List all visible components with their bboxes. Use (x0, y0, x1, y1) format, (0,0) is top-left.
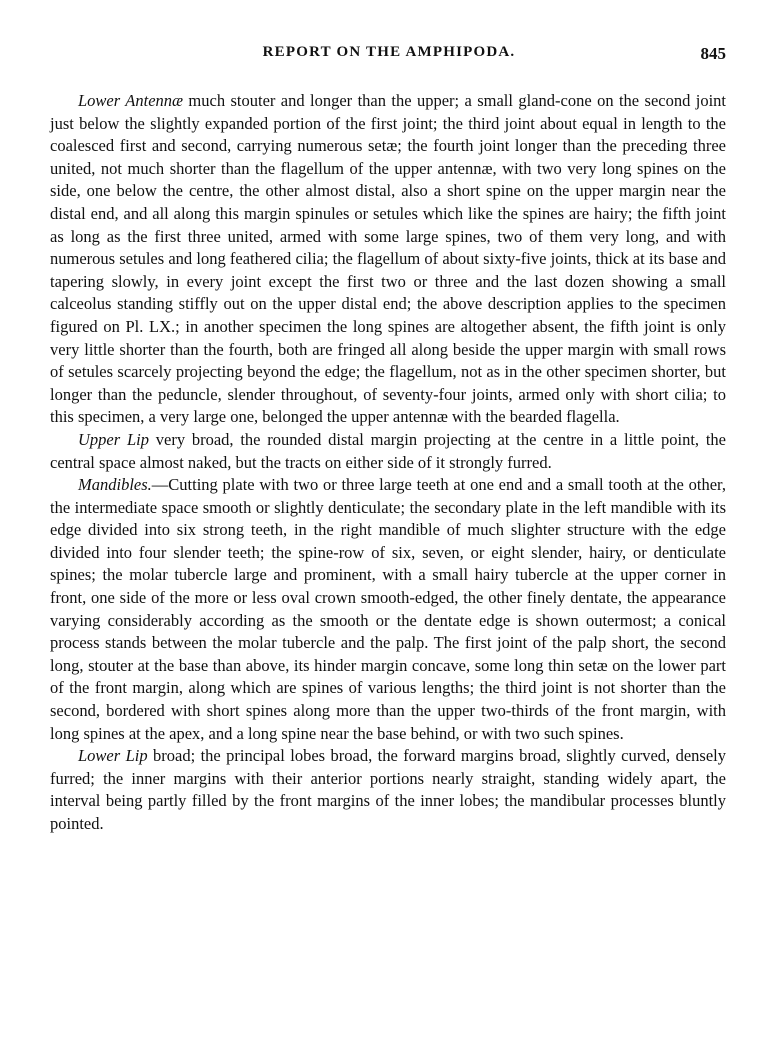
term-upper-lip: Upper Lip (78, 429, 149, 449)
body-text (50, 90, 726, 836)
paragraph-upper-lip (50, 429, 726, 474)
text-mandibles: —Cutting plate with two or three large teeth at one end and a small tooth at the other, the intermediate space smooth or slightly denticulate; the secondary plate in the left mandible with its edge divided into six strong teeth, in the right mandible of much slighter structure with the edge divided into four slender teeth; the spine-row of six, seven, or eight slender, hairy, or denticulate spines; the molar tubercle large and prominent, with a small hairy tubercle at the upper corner in front, one side of the more or less oval crown smooth-edged, the other finely dentate, the appearance varying considerably according as the smooth or the dentate edge is shown outermost; a conical process stands between the molar tubercle and the palp. The first joint of the palp short, the second long, stouter at the base than above, its hinder margin concave, some long thin setæ on the lower part of the front margin, along which are spines of various lengths; the third joint is not shorter than the second, bordered with short spines along more than the upper two-thirds of the front margin, with long spines at the apex, and a long spine near the base behind, or with two such spines. (50, 475, 726, 743)
page-header (52, 44, 726, 68)
term-mandibles: Mandibles. (78, 475, 152, 495)
text-lower-antennae: much stouter and longer than the upper; a small gland-cone on the second joint just below the slightly expanded portion of the first joint; the third joint about equal in length to the coalesced first and second, carrying numerous setæ; the fourth joint longer than the preceding three united, not much shorter than the flagellum of the upper antennæ, with two very long spines on the side, one below the centre, the other almost distal, also a short spine on the upper margin near the distal end, and all along this margin spinules or setules which like the spines are hairy; the fifth joint as long as the first three united, armed with some large spines, two of them very long, and with numerous setules and long feathered cilia; the flagellum of about sixty-five joints, thick at its base and tapering slowly, in every joint except the first two or three and the last dozen showing a small calceolus standing stiffly out on the upper distal end; the above description applies to the specimen figured on Pl. LX.; in another specimen the long spines are altogether absent, the fifth joint is only very little shorter than the fourth, both are fringed all along beside the upper margin with small rows of setules scarcely projecting beyond the edge; the flagellum, not as in the other specimen shorter, but longer than the peduncle, slender throughout, of seventy-four joints, armed only with short cilia; to this specimen, a very large one, belonged the upper antennæ with the bearded flagella. (50, 91, 727, 427)
paragraph-mandibles (50, 474, 726, 745)
text-upper-lip: very broad, the rounded distal margin projecting at the centre in a little point, the central space almost naked, but the tracts on either side of it strongly furred. (50, 429, 727, 472)
paragraph-lower-lip (50, 745, 726, 835)
term-lower-antennae: Lower Antennæ (78, 91, 184, 110)
text-lower-lip: broad; the principal lobes broad, the forward margins broad, slightly curved, densely furred; the inner margins with their anterior portions nearly straight, standing widely apart, the interval being partly filled by the front margins of the inner lobes; the mandibular processes bluntly pointed. (50, 746, 726, 833)
running-head: REPORT ON THE AMPHIPODA. (262, 44, 516, 60)
page-number: 845 (700, 44, 726, 63)
paragraph-lower-antennae (50, 90, 726, 429)
term-lower-lip: Lower Lip (78, 746, 148, 766)
